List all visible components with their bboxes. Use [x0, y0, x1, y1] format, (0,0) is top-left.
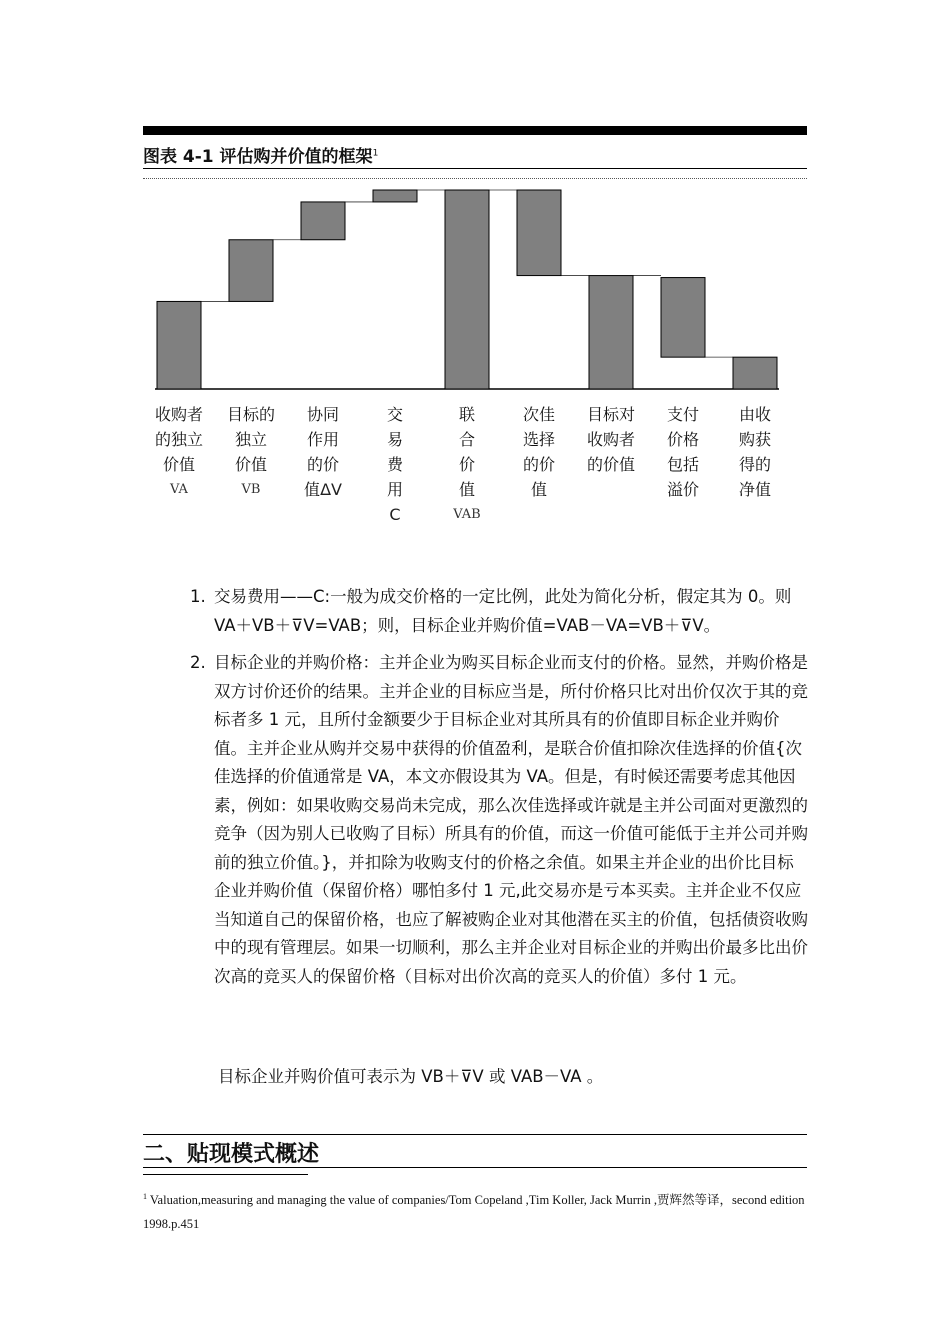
- note-text: 交易费用——C:一般为成交价格的一定比例，此处为简化分析，假定其为 0。则 VA＋VB＋⊽V=VAB；则，目标企业并购价值=VAB－VA=VB＋⊽V。: [214, 587, 792, 635]
- chart-bar: [589, 276, 633, 389]
- category-label-line: 值: [530, 480, 547, 499]
- category-label: [147, 402, 211, 502]
- category-label-line: 支付: [666, 405, 699, 424]
- category-label: [651, 402, 715, 502]
- category-label-line: 联: [458, 405, 475, 424]
- category-label-line: 的价值: [586, 455, 635, 474]
- chart-bar: [661, 278, 705, 358]
- category-label-line: 独立: [234, 430, 267, 449]
- category-label-line: 目标的: [226, 405, 275, 424]
- note-item: [190, 649, 808, 991]
- category-label: [435, 402, 499, 527]
- category-label-line: 的价: [522, 455, 555, 474]
- figure-title-footnote-ref: 1: [372, 148, 379, 159]
- figure-top-rule: [143, 126, 807, 135]
- category-label-line: 价: [458, 455, 475, 474]
- category-label-line: 费: [386, 455, 403, 474]
- section-heading: 二、贴现模式概述: [143, 1142, 320, 1167]
- figure-title-text: 图表 4-1 评估购并价值的框架: [143, 147, 373, 167]
- chart-bar: [157, 301, 201, 389]
- category-label-line: 收购者: [586, 430, 635, 449]
- category-label-line: 购获: [738, 430, 771, 449]
- category-label-line: 值: [458, 480, 475, 499]
- category-label: [507, 402, 571, 502]
- category-abbr: VA: [170, 482, 188, 497]
- figure-title: [143, 142, 378, 167]
- category-label-line: 作用: [306, 430, 339, 449]
- category-label-line: 包括: [666, 455, 699, 474]
- footnote-text: Valuation,measuring and managing the value of companies/Tom Copeland ,Tim Koller, Jack Murrin ,贾辉然等译，second edition 1998.p.451: [143, 1193, 805, 1232]
- notes-list: [190, 583, 808, 1000]
- category-abbr: C: [389, 505, 401, 524]
- category-abbr: VB: [241, 482, 261, 497]
- chart-bar: [733, 357, 777, 389]
- chart-bar: [445, 190, 489, 389]
- category-label-line: 价值: [162, 455, 195, 474]
- category-label-line: 的价: [306, 455, 339, 474]
- category-label-line: 值ΔV: [304, 480, 342, 499]
- formula-line: 目标企业并购价值可表示为 VB＋⊽V 或 VAB－VA 。: [218, 1067, 604, 1086]
- footnote-mark: 1: [143, 1192, 147, 1201]
- category-label: [219, 402, 283, 502]
- note-number: 1.: [190, 587, 206, 606]
- category-label-line: 由收: [738, 405, 771, 424]
- figure-title-rule: [143, 168, 807, 169]
- category-label-line: 价值: [234, 455, 267, 474]
- category-label-line: 价格: [666, 430, 699, 449]
- chart-bar: [373, 190, 417, 202]
- note-text: 目标企业的并购价格：主并企业为购买目标企业而支付的价格。显然，并购价格是双方讨价还价的结果。主并企业的目标应当是，所付价格只比对出价仅次于其的竞标者多 1 元，且所付金额要少于目标企业对其所具有的价值即目标企业并购价值。主并企业从购并交易中获得的价值盈利，是联合价值扣除次佳选择的价值{次佳选择的价值通常是 VA，本文亦假设其为 VA。但是，有时候还需要考虑其他因素，例如：如果收购交易尚未完成，那么次佳选择或许就是主并公司面对更激烈的竞争（因为别人已收购了目标）所具有的价值，而这一价值可能低于主并公司并购前的独立价值。}，并扣除为收购支付的价格之余值。如果主并企业的出价比目标企业并购价值（保留价格）哪怕多付 1 元,此交易亦是亏本买卖。主并企业不仅应当知道自己的保留价格，也应了解被购企业对其他潜在买主的价值，包括债资收购中的现有管理层。如果一切顺利，那么主并企业对目标企业的并购出价最多比出价次高的竞买人的保留价格（目标对出价次高的竞买人的价值）多付 1 元。: [214, 653, 808, 986]
- category-abbr: VAB: [453, 507, 481, 522]
- category-label-line: 合: [458, 430, 475, 449]
- chart-bar: [517, 190, 561, 276]
- category-label-line: 用: [386, 480, 403, 499]
- category-label: [363, 402, 427, 527]
- section-bottom-rule: [143, 1167, 807, 1168]
- note-item: [190, 583, 808, 640]
- category-label-line: 的独立: [154, 430, 203, 449]
- category-label-line: 选择: [522, 430, 555, 449]
- footnote: [143, 1185, 807, 1236]
- category-label-line: 易: [386, 430, 403, 449]
- category-label: [291, 402, 355, 502]
- note-number: 2.: [190, 653, 206, 672]
- chart-bar: [301, 202, 345, 240]
- figure-dotted-rule: [143, 178, 807, 179]
- section-top-rule: [143, 1134, 807, 1135]
- category-label-line: 溢价: [666, 480, 699, 499]
- category-label-line: 净值: [738, 480, 771, 499]
- category-label: [723, 402, 787, 502]
- waterfall-chart: [143, 180, 807, 395]
- category-label-line: 协同: [306, 405, 339, 424]
- category-label-line: 交: [386, 405, 403, 424]
- category-label-line: 收购者: [154, 405, 203, 424]
- category-label: [579, 402, 643, 477]
- category-label-line: 得的: [738, 455, 771, 474]
- category-label-line: 次佳: [522, 405, 555, 424]
- category-label-line: 目标对: [586, 405, 635, 424]
- footnote-separator: [143, 1174, 308, 1175]
- chart-bar: [229, 240, 273, 302]
